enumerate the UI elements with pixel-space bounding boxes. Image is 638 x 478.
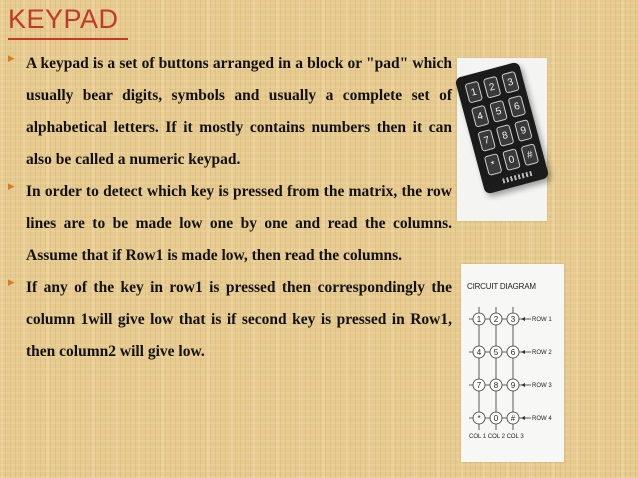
row-label: ROW 4	[532, 416, 552, 422]
row-arrow-icon	[521, 383, 525, 387]
keypad-key: 9	[514, 119, 533, 142]
bullet-list	[8, 48, 452, 368]
title-underline	[8, 38, 128, 40]
keypad-key: 2	[483, 76, 502, 99]
keypad-key: *	[484, 153, 503, 176]
matrix-key-label: 3	[510, 315, 516, 324]
circuit-diagram	[461, 264, 564, 462]
bullet-text: A keypad is a set of buttons arranged in a block or "pad" which usually bear digits, symbols and usually a complete set of alphabetical letters. If it mostly contains numbers then it can also be called a numeric keypad.	[26, 55, 452, 168]
keypad-key: 8	[496, 124, 515, 147]
bullet-item	[8, 176, 452, 272]
row-label: ROW 3	[532, 383, 552, 389]
matrix-key-label: 2	[493, 315, 499, 324]
matrix-key-label: 7	[476, 381, 482, 390]
bullet-item	[8, 272, 452, 368]
slide-title: KEYPAD	[8, 4, 119, 34]
row-arrow-icon	[521, 317, 525, 321]
bullet-marker-icon: ▸	[8, 178, 15, 193]
keypad-connector-pins	[502, 171, 532, 184]
keypad-key: 1	[464, 81, 483, 104]
matrix-key-label: 9	[510, 381, 516, 390]
matrix-key-label: 8	[493, 381, 499, 390]
matrix-key-label: 6	[510, 348, 516, 357]
keypad-photo	[457, 58, 547, 221]
keypad-device	[455, 62, 550, 195]
row-label: ROW 1	[532, 317, 552, 323]
bullet-text: If any of the key in row1 is pressed then correspondingly the column 1will give low that is if second key is pressed in Row1, then column2 will give low.	[26, 279, 452, 360]
keypad-key: 5	[489, 100, 508, 123]
keypad-key: 4	[471, 105, 490, 128]
matrix-key-label: *	[477, 414, 481, 423]
bullet-text: In order to detect which key is pressed from the matrix, the row lines are to be made low one by one and read the columns. Assume that if Row1 is made low, then read the columns.	[26, 183, 452, 264]
matrix-key-label: 0	[493, 414, 499, 423]
matrix-key-label: 4	[476, 348, 482, 357]
bullet-marker-icon: ▸	[8, 274, 15, 289]
keypad-key: 6	[508, 95, 527, 118]
keypad-key: 7	[477, 129, 496, 152]
circuit-diagram-drawing	[461, 264, 564, 462]
keypad-key: 3	[501, 71, 520, 94]
row-arrow-icon	[521, 416, 525, 420]
matrix-key-label: 5	[493, 348, 499, 357]
matrix-key-label: 1	[476, 315, 482, 324]
keypad-keys	[464, 71, 539, 176]
keypad-key: 0	[502, 148, 521, 171]
circuit-column-labels: COL 1 COL 2 COL 3	[469, 434, 524, 440]
keypad-key: #	[521, 143, 540, 166]
row-arrow-icon	[521, 350, 525, 354]
matrix-key-label: #	[510, 414, 516, 423]
circuit-diagram-title: CIRCUIT DIAGRAM	[467, 282, 536, 291]
row-label: ROW 2	[532, 350, 552, 356]
bullet-marker-icon: ▸	[8, 50, 15, 65]
bullet-item	[8, 48, 452, 176]
